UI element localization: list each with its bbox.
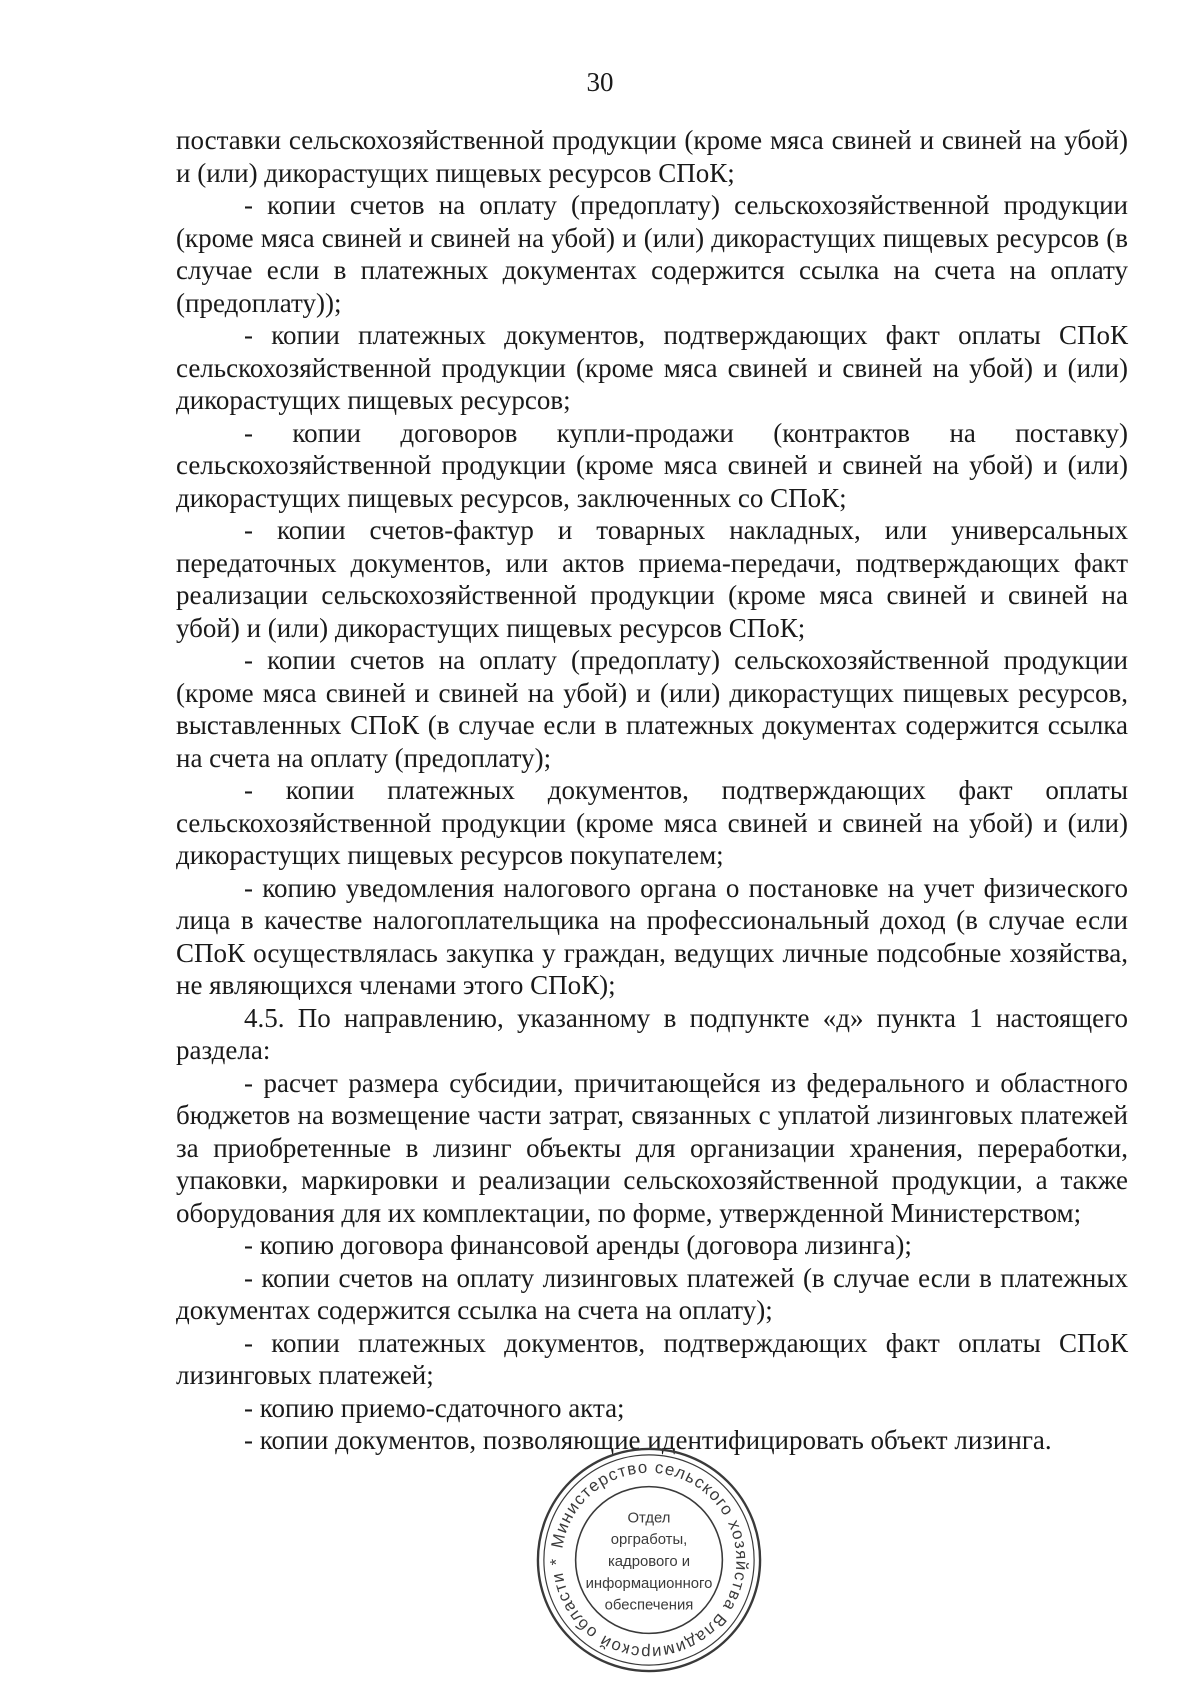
document-body [176, 124, 1128, 1457]
page-number: 30 [586, 67, 614, 97]
paragraph: - копию договора финансовой аренды (договора лизинга); [244, 1230, 912, 1260]
paragraph-section-4-5: 4.5. По направлению, указанному в подпункте «д» пункта 1 настоящего раздела: [176, 1002, 1128, 1065]
paragraph: - копии счетов на оплату лизинговых платежей (в случае если в платежных документах содержится ссылка на счета на оплату); [176, 1262, 1128, 1325]
paragraph: - расчет размера субсидии, причитающейся из федерального и областного бюджетов на возмещение части затрат, связанных с уплатой лизинговых платежей за приобретенные в лизинг объекты для организации хранения, переработки, упаковки, маркировки и реализации сельскохозяйственной продукции, а также оборудования для их комплектации, по форме, утвержденной Министерством; [176, 1067, 1128, 1228]
paragraph: - копию приемо-сдаточного акта; [244, 1392, 625, 1423]
paragraph: - копии счетов-фактур и товарных накладных, или универсальных передаточных документов, или актов приема-передачи, подтверждающих факт реализации сельскохозяйственной продукции (кроме мяса свиней и свиней на убой) и (или) дикорастущих пищевых ресурсов СПоК; [176, 515, 1128, 643]
stamp-line: обеспечения [604, 1597, 694, 1614]
stamp-ring-textpath: Министерство сельского хозяйства Владимирской области * [546, 1457, 752, 1663]
stamp-seal-icon [530, 1440, 768, 1680]
official-stamp [530, 1440, 768, 1680]
stamp-line: информационного [585, 1575, 713, 1592]
stamp-line: Отдел [627, 1510, 671, 1527]
paragraph: поставки сельскохозяйственной продукции (кроме мяса свиней и свиней на убой) и (или) дикорастущих пищевых ресурсов СПоК; [176, 125, 1128, 188]
paragraph: - копию уведомления налогового органа о постановке на учет физического лица в качестве налогоплательщика на профессиональный доход (в случае если СПоК осуществлялась закупка у граждан, ведущих личные подсобные хозяйства, не являющихся членами этого СПоК); [176, 872, 1128, 1000]
paragraph: - копии платежных документов, подтверждающих факт оплаты сельскохозяйственной продукции (кроме мяса свиней и свиней на убой) и (или) дикорастущих пищевых ресурсов покупателем; [176, 775, 1128, 870]
stamp-line: оргработы, [610, 1532, 688, 1549]
paragraph: - копии счетов на оплату (предоплату) сельскохозяйственной продукции (кроме мяса свиней и свиней на убой) и (или) дикорастущих пищевых ресурсов (в случае если в платежных документах содержится ссылка на счета на оплату (предоплату)); [176, 190, 1128, 318]
paragraph: - копии договоров купли-продажи (контрактов на поставку) сельскохозяйственной продукции (кроме мяса свиней и свиней на убой) и (или) дикорастущих пищевых ресурсов, заключенных со СПоК; [176, 417, 1128, 513]
paragraph: - копии документов, позволяющие идентифицировать объект лизинга. [244, 1425, 1052, 1455]
stamp-line: кадрового и [607, 1553, 691, 1570]
paragraph: - копии платежных документов, подтверждающих факт оплаты СПоК лизинговых платежей; [176, 1327, 1128, 1390]
stamp-center-text [586, 1510, 713, 1613]
paragraph: - копии счетов на оплату (предоплату) сельскохозяйственной продукции (кроме мяса свиней и свиней на убой) и (или) дикорастущих пищевых ресурсов, выставленных СПоК (в случае если в платежных документах содержится ссылка на счета на оплату (предоплату); [176, 645, 1128, 773]
paragraph: - копии платежных документов, подтверждающих факт оплаты СПоК сельскохозяйственной продукции (кроме мяса свиней и свиней на убой) и (или) дикорастущих пищевых ресурсов; [176, 320, 1128, 415]
